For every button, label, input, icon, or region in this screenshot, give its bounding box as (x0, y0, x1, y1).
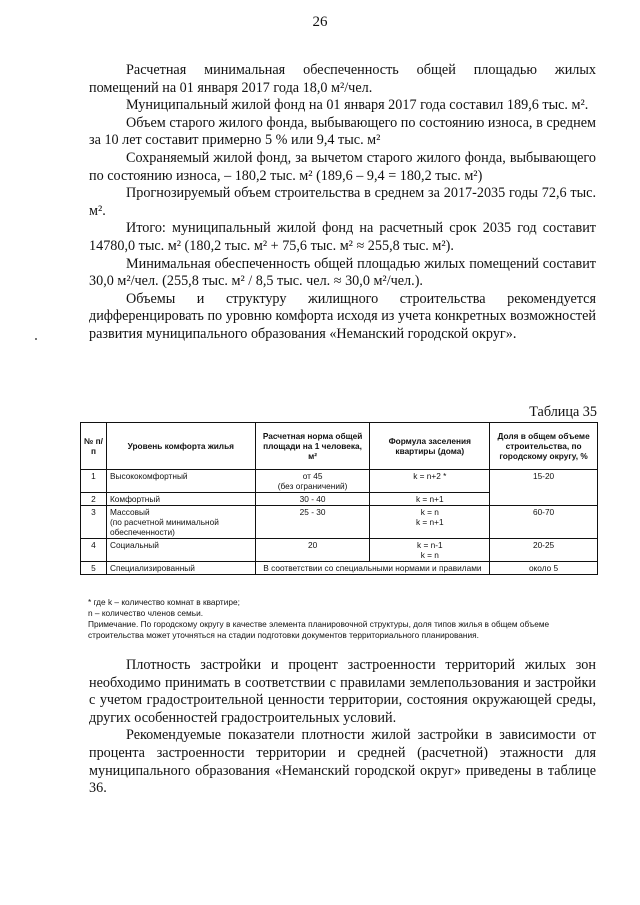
cell-norm: 25 - 30 (255, 506, 370, 539)
cell-num: 3 (81, 506, 107, 539)
cell-norm: 30 - 40 (255, 493, 370, 506)
cell-level: Специализированный (106, 562, 255, 575)
cell-num: 2 (81, 493, 107, 506)
scan-mark (35, 338, 37, 340)
footnote: n – количество членов семьи. (88, 608, 204, 618)
body-text-top (89, 62, 596, 344)
cell-level: Массовый (по расчетной минимальной обеспеченности) (106, 506, 255, 539)
header-num: № п/п (81, 423, 107, 470)
paragraph: Объемы и структуру жилищного строительства рекомендуется дифференцировать по уровню комфорта исходя из учета конкретных возможностей развития муниципального образования «Неманский городской округ». (89, 290, 596, 342)
cell-num: 1 (81, 470, 107, 493)
cell-share: около 5 (490, 562, 598, 575)
cell-num: 4 (81, 539, 107, 562)
cell-share: 20-25 (490, 539, 598, 562)
paragraph: Муниципальный жилой фонд на 01 января 2017 года составил 189,6 тыс. м². (126, 97, 589, 114)
paragraph: Минимальная обеспеченность общей площадью жилых помещений составит 30,0 м²/чел. (255,8 тыс. м² / 8,5 тыс. чел. ≈ 30,0 м²/чел.). (89, 255, 596, 290)
cell-num: 5 (81, 562, 107, 575)
header-comfort-level: Уровень комфорта жилья (106, 423, 255, 470)
paragraph: Плотность застройки и процент застроенности территорий жилых зон необходимо принимать в соответствии с правилами землепользования и застройки с учетом градостроительной ценности территории, состояния окружающей среды, других особенностей градостроительных условий. (89, 657, 596, 726)
cell-level: Комфортный (106, 493, 255, 506)
table-row (81, 539, 598, 562)
header-area-norm: Расчетная норма общей площади на 1 человека, м² (255, 423, 370, 470)
cell-norm-merged: В соответствии со специальными нормами и правилами (255, 562, 489, 575)
cell-level: Высококомфортный (106, 470, 255, 493)
paragraph: Объем старого жилого фонда, выбывающего по состоянию износа, в среднем за 10 лет составит примерно 5 % или 9,4 тыс. м² (89, 114, 596, 149)
paragraph: Расчетная минимальная обеспеченность общей площадью жилых помещений на 01 января 2017 года 18,0 м²/чел. (89, 62, 596, 96)
cell-norm: 20 (255, 539, 370, 562)
table-row (81, 562, 598, 575)
comfort-level-table (80, 422, 598, 575)
paragraph: Итого: муниципальный жилой фонд на расчетный срок 2035 год составит 14780,0 тыс. м² (180,2 тыс. м² + 75,6 тыс. м² ≈ 255,8 тыс. м²). (89, 220, 596, 254)
cell-norm: от 45 (без ограничений) (255, 470, 370, 493)
cell-level: Социальный (106, 539, 255, 562)
cell-formula: k = n k = n+1 (370, 506, 490, 539)
cell-formula: k = n-1 k = n (370, 539, 490, 562)
header-share: Доля в общем объеме строительства, по городскому округу, % (490, 423, 598, 470)
note-remark: Примечание. По городскому округу в качестве элемента планировочной структуры, доля типов жилья в общем объеме строительства может уточняться на стадии подготовки документов территориального планирования. (88, 619, 550, 640)
body-text-bottom (89, 657, 596, 798)
table-row (81, 470, 598, 493)
header-formula: Формула заселения квартиры (дома) (370, 423, 490, 470)
cell-share: 60-70 (490, 506, 598, 539)
page-number: 26 (312, 14, 328, 30)
paragraph: Прогнозируемый объем строительства в среднем за 2017-2035 годы 72,6 тыс. м². (89, 185, 596, 219)
paragraph: Сохраняемый жилой фонд, за вычетом старого жилого фонда, выбывающего по состоянию износа, – 180,2 тыс. м² (189,6 – 9,4 = 180,2 тыс. м²) (89, 149, 596, 184)
footnote: * где k – количество комнат в квартире; (88, 597, 240, 607)
cell-formula: k = n+1 (370, 493, 490, 506)
cell-formula: k = n+2 * (370, 470, 490, 493)
table-row (81, 506, 598, 539)
table-notes (88, 597, 600, 641)
cell-share: 15-20 (490, 470, 598, 506)
paragraph: Рекомендуемые показатели плотности жилой застройки в зависимости от процента застроенности территории и средней (расчетной) этажности для муниципального образования «Неманский городской округ» приведены в таблице 36. (89, 727, 596, 797)
table-header-row (81, 423, 598, 470)
table-caption: Таблица 35 (529, 404, 597, 420)
